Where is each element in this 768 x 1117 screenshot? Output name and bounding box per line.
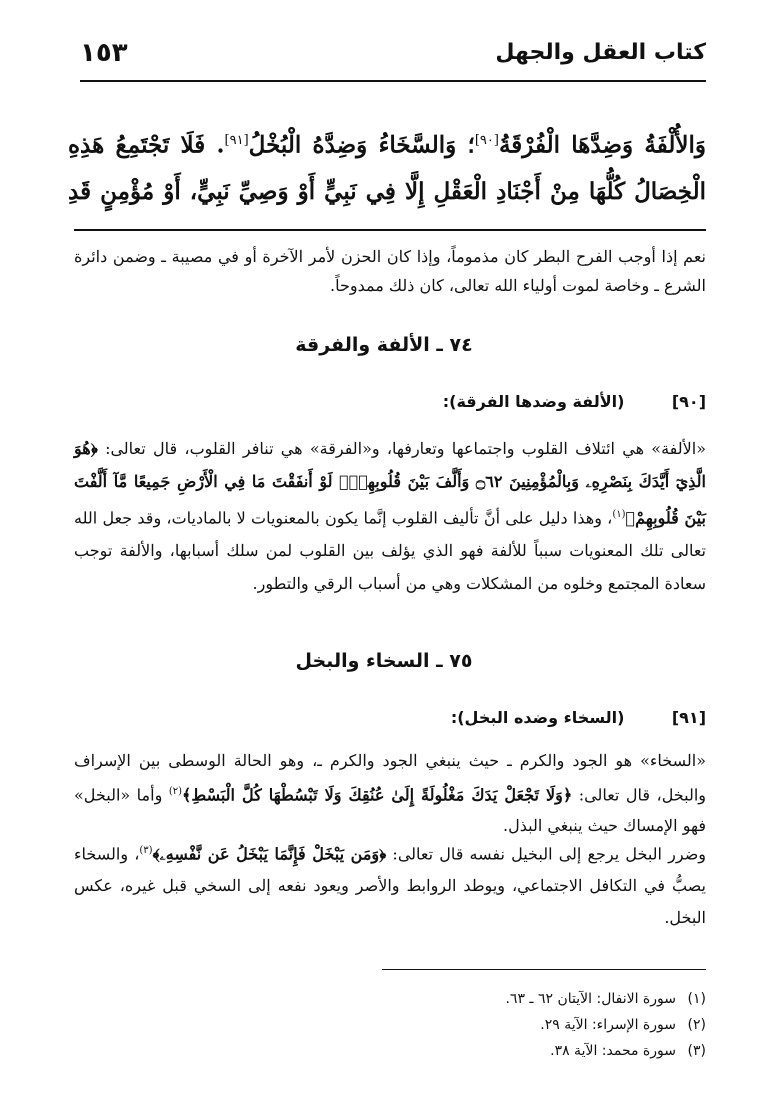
hadith-text [68, 118, 706, 215]
footnote-text: سورة الانفال: الآيتان ٦٢ ـ ٦٣. [505, 991, 676, 1007]
note-title-91: (السخاء وضده البخل): [450, 708, 625, 727]
section-75-subtitle [74, 708, 706, 727]
note-title-90: (الألفة وضدها الفرقة): [442, 392, 625, 411]
section-74-paragraph [74, 432, 706, 600]
section-74-subtitle [74, 392, 706, 411]
quran-verse: ﴿هُوَ الَّذِيٓ أَيَّدَكَ بِنَصْرِهِۦ وَبِالْمُؤْمِنِينَ ۝٦٢ وَأَلَّفَ بَيْنَ قُلُوبِهِمْۚ لَوْ أَنفَقْتَ مَا فِي الْأَرْضِ جَمِيعًا مَّآ أَلَّفْتَ بَيْنَ قُلُوبِهِمْ﴾ [74, 439, 707, 528]
quran-verse: ﴿وَمَن يَبْخَلْ فَإِنَّمَا يَبْخَلُ عَن نَّفْسِهِۦ﴾ [152, 844, 387, 864]
book-title: كتاب العقل والجهل [495, 40, 706, 65]
section-75-paragraph-1 [74, 745, 706, 841]
footnote-ref: (١) [612, 509, 626, 520]
section-74-heading: ٧٤ ـ الألفة والفرقة [295, 334, 473, 356]
paragraph-text: ، وهذا دليل على أنَّ تأليف القلوب إنَّما يكون بالمعنويات لا بالماديات، وقد جعل الله تعالى تلك المعنويات سبباً للألفة فهو الذي يؤلف بين القلوب لمن سلك أسبابها، والألفة توجب سعادة المجتمع وخلوه من المشكلات وهي من أسباب الرقي والتطور. [74, 508, 706, 594]
matn-note-ref-90: [٩٠] [474, 133, 499, 148]
page-number: ١٥٣ [80, 38, 128, 68]
paragraph-text: «الألفة» هي ائتلاف القلوب واجتماعها وتعارفها، و«الفرقة» هي تنافر القلوب، قال تعالى: [105, 439, 706, 458]
matn-line1-part-a: وَالأُلْفَةُ وَضِدَّهَا الْفُرْقَةُ [498, 131, 706, 159]
matn-line1-part-c: . فَلَا تَجْتَمِعُ هَذِهِ [68, 131, 225, 159]
footnote-item [200, 1012, 706, 1038]
footnote-item [200, 986, 706, 1012]
footnote-ref: (٢) [168, 786, 182, 797]
running-header [80, 38, 706, 82]
matn-line2: الْخِصَالُ كُلُّهَا مِنْ أَجْنَادِ الْعَقْلِ إِلَّا فِي نَبِيٍّ أَوْ وَصِيِّ نَبِيٍّ، أَوْ مُؤْمِنٍ قَدِ [68, 177, 706, 205]
footnote-mark: (١) [687, 991, 706, 1007]
footnote-text: سورة محمد: الآية ٣٨. [550, 1043, 676, 1059]
footnotes [200, 986, 706, 1064]
paragraph-text: وأما «البخل» فهو الإمساك حيث ينبغي البذل. [74, 785, 706, 836]
footnote-ref: (٣) [139, 845, 153, 856]
paragraph-text: وضرر البخل يرجع إلى البخيل نفسه قال تعالى: [392, 844, 707, 864]
paragraph-text: ، والسخاء يصبُّ في التكافل الاجتماعي، ويوطد الروابط والأصر ويعود نفعه إلى السخي قبل غيره، عكس البخل. [74, 844, 707, 928]
intro-paragraph: نعم إذا أوجب الفرح البطر كان مذموماً، وإذا كان الحزن لأمر الآخرة أو في مصيبة ـ وضمن دائرة الشرع ـ وخاصة لموت أولياء الله تعالى، كان ذلك ممدوحاً. [74, 247, 706, 295]
section-75-paragraph-2 [74, 835, 706, 934]
footnote-mark: (٢) [687, 1017, 706, 1033]
note-number-91: [٩١] [671, 708, 706, 727]
footnote-item [200, 1038, 706, 1064]
footnote-mark: (٣) [687, 1043, 706, 1059]
paragraph-text: «السخاء» هو الجود والكرم ـ حيث ينبغي الجود والكرم ـ، وهو الحالة الوسطى بين الإسراف والبخل، قال تعالى: [74, 751, 707, 805]
matn-line1-part-b: ؛ وَالسَّخَاءُ وَضِدَّهُ الْبُخْلُ [248, 131, 475, 159]
section-75-heading: ٧٥ ـ السخاء والبخل [295, 650, 473, 672]
footnote-text: سورة الإسراء: الآية ٢٩. [540, 1017, 676, 1033]
matn-separator [74, 229, 706, 231]
quran-verse: ﴿وَلَا تَجْعَلْ يَدَكَ مَغْلُولَةً إِلَىٰ عُنُقِكَ وَلَا تَبْسُطْهَا كُلَّ الْبَسْطِ﴾ [182, 785, 573, 805]
note-number-90: [٩٠] [671, 392, 706, 411]
footnote-separator [382, 969, 706, 970]
matn-note-ref-91: [٩١] [224, 133, 249, 148]
